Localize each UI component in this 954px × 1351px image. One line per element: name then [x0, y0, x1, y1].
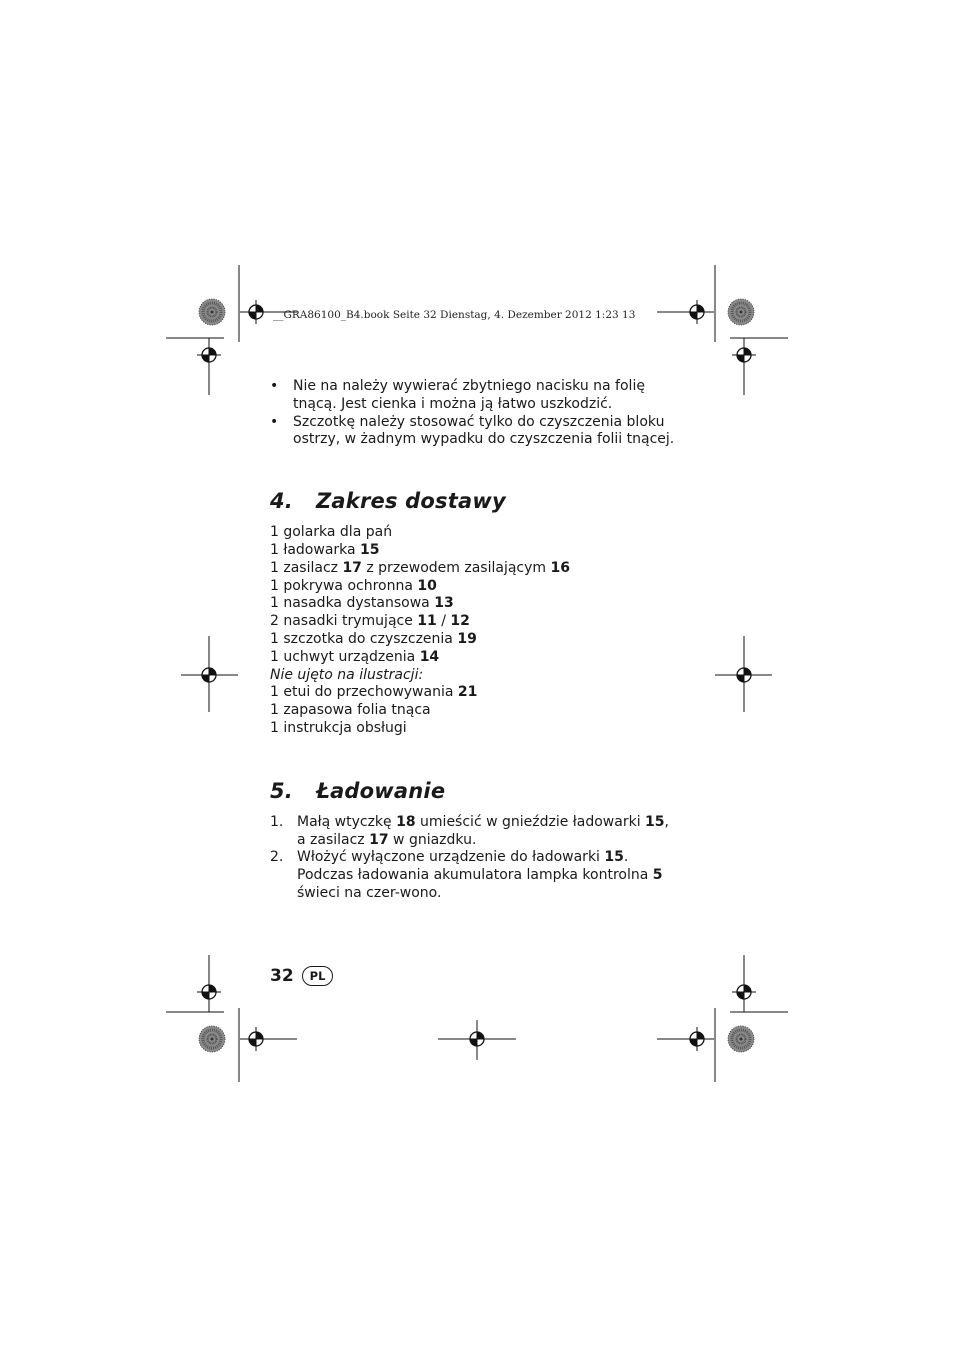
item-ref: 13: [434, 595, 454, 612]
list-item: [270, 595, 680, 613]
list-item: [270, 720, 680, 738]
item-text: 1 etui do przechowywania: [270, 684, 458, 701]
item-text: 1 pokrywa ochronna: [270, 577, 418, 594]
item-ref: 19: [457, 630, 477, 647]
list-item: [270, 414, 680, 450]
list-item: [270, 378, 680, 414]
item-ref: 10: [417, 577, 437, 594]
list-item: [270, 613, 680, 631]
step-text: w gniazdku.: [388, 831, 477, 848]
list-item: [270, 560, 680, 578]
step-text: Włożyć wyłączone urządzenie do ładowarki: [297, 849, 605, 866]
item-text: 1 golarka dla pań: [270, 524, 393, 541]
item-ref: 17: [342, 559, 362, 576]
item-text: 1 ładowarka: [270, 541, 361, 558]
list-item: [270, 578, 680, 596]
bullet-icon: •: [270, 413, 279, 430]
page-content: [270, 378, 680, 903]
bullet-icon: •: [270, 378, 279, 394]
item-ref: 12: [450, 613, 470, 630]
step-text: umieścić w gnieździe ładowarki: [415, 813, 646, 830]
list-item: [270, 542, 680, 560]
step-ref: 18: [396, 813, 416, 830]
item-ref: 15: [360, 541, 380, 558]
item-text: 1 nasadka dystansowa: [270, 595, 435, 612]
charging-steps: [270, 814, 680, 903]
bullet-text: Nie na należy wywierać zbytniego nacisku na folię tnącą. Jest cienka i można ją łatwo uszkodzić.: [293, 378, 645, 412]
item-ref: 21: [457, 684, 478, 701]
section-title: Zakres dostawy: [316, 489, 506, 514]
step-number: 1.: [270, 813, 284, 830]
list-item: [270, 524, 680, 542]
delivery-list: [270, 524, 680, 738]
step-text: , a zasilacz: [297, 813, 669, 848]
item-text: 1 zapasowa folia tnąca: [270, 702, 431, 719]
step-text: Małą wtyczkę: [297, 813, 397, 830]
step-ref: 17: [369, 831, 389, 848]
section-title: Ładowanie: [316, 778, 446, 803]
page-number: 32: [270, 966, 294, 986]
item-ref: 11: [417, 613, 437, 630]
page-footer: [270, 964, 333, 988]
item-text: 2 nasadki trymujące: [270, 613, 418, 630]
step-text: . Podczas ładowania akumulatora lampka kontrolna: [297, 849, 653, 884]
item-ref: 16: [550, 559, 570, 576]
step-number: 2.: [270, 849, 284, 866]
step-text: świeci na czer-wono.: [297, 884, 442, 901]
item-text: 1 uchwyt urządzenia: [270, 648, 420, 665]
step-ref: 5: [652, 867, 663, 884]
item-text: 1 zasilacz: [270, 559, 343, 576]
item-text: 1 instrukcja obsługi: [270, 719, 407, 736]
list-item: [270, 649, 680, 667]
section-heading: [270, 488, 680, 514]
list-item: [270, 684, 680, 702]
not-shown-label: Nie ujęto na ilustracji:: [270, 666, 424, 683]
section-number: 4.: [270, 489, 293, 514]
list-item: [270, 814, 680, 850]
item-text: /: [436, 613, 451, 630]
list-item: [270, 631, 680, 649]
language-badge: PL: [302, 966, 334, 986]
section-heading: [270, 778, 680, 804]
item-ref: 14: [419, 648, 440, 665]
section-number: 5.: [270, 778, 293, 803]
print-slug: __GRA86100_B4.book Seite 32 Dienstag, 4. Dezember 2012 1:23 13: [273, 309, 636, 321]
step-ref: 15: [604, 849, 624, 866]
list-item: [270, 849, 680, 902]
bullet-list: [270, 378, 680, 449]
item-text: 1 szczotka do czyszczenia: [270, 630, 458, 647]
bullet-text: Szczotkę należy stosować tylko do czyszczenia bloku ostrzy, w żadnym wypadku do czyszczenia folii tnącej.: [293, 413, 675, 448]
list-item: [270, 702, 680, 720]
item-text: z przewodem zasilającym: [361, 559, 551, 576]
step-ref: 15: [645, 813, 665, 830]
